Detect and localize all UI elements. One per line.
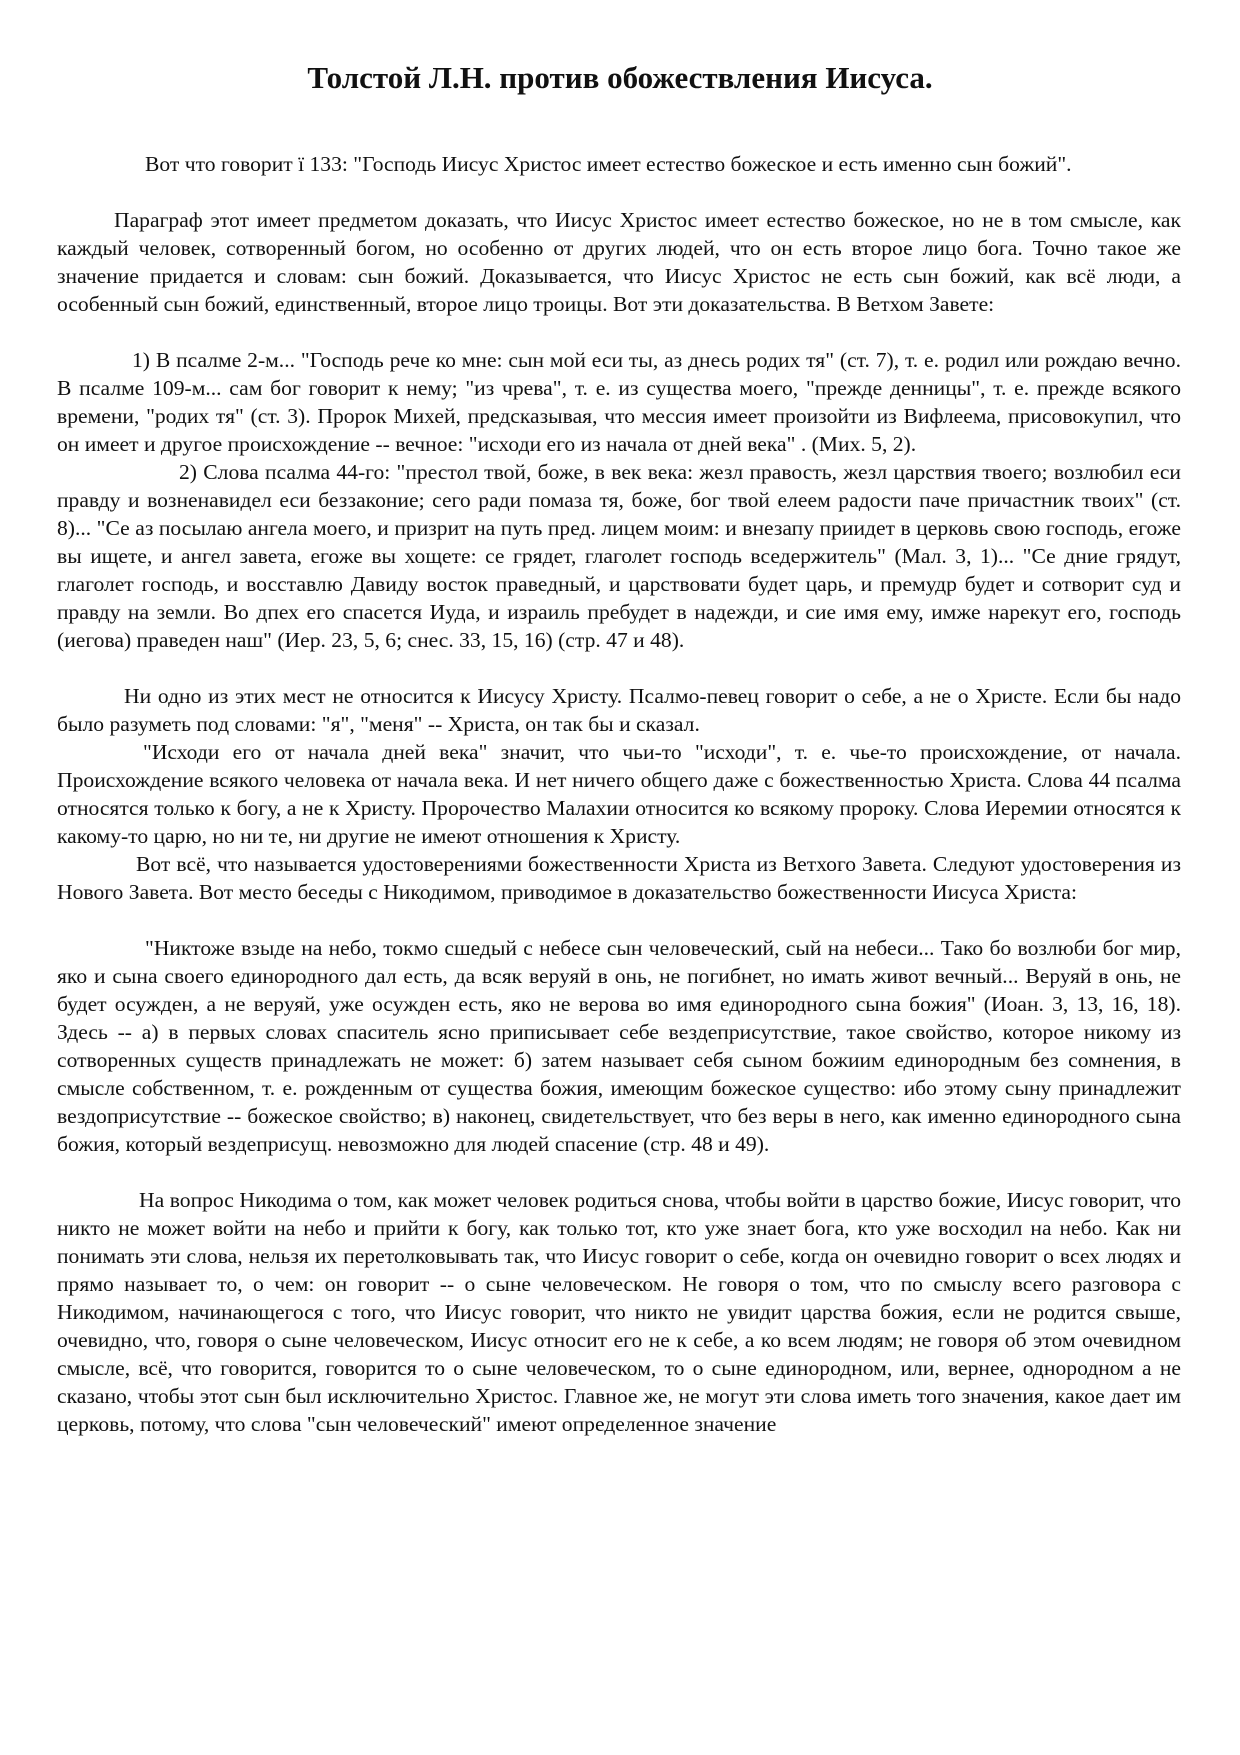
paragraph-4: 2) Слова псалма 44-го: "престол твой, боже, в век века: жезл правость, жезл царствия твоего; возлюбил еси правду и возненавидел еси беззаконие; сего ради помаза тя, боже, бог твой елеем радости паче причастник твоих" (ст. 8)... "Се аз посылаю ангела моего, и призрит на путь пред. лицем моим: и внезапу приидет в церковь свою господь, егоже вы ищете, и ангел завета, егоже вы хощете: се грядет, глаголет господь вседержитель" (Мал. 3, 1)... "Се дние грядут, глаголет господь, и восставлю Давиду восток праведный, и царствовати будет царь, и премудр будет и сотворит суд и правду на земли. Во дпех его спасется Иуда, и израиль пребудет в надежди, и сие имя ему, имже нарекут его, господь (иегова) праведен наш" (Иер. 23, 5, 6; снес. 33, 15, 16) (стр. 47 и 48). <box>57 460 1181 652</box>
document-title: Толстой Л.Н. против обожествления Иисуса. <box>307 60 933 95</box>
paragraph-3: 1) В псалме 2-м... "Господь рече ко мне: сын мой еси ты, аз днесь родих тя" (ст. 7), т. е. родил или рождаю вечно. В псалме 109-м... сам бог говорит к нему; "из чрева", т. е. из существа моего, "прежде денницы", т. е. прежде всякого времени, "родих тя" (ст. 3). Пророк Михей, предсказывая, что мессия имеет произойти из Вифлеема, присовокупил, что он имеет и другое происхождение -- вечное: "исходи его из начала от дней века" . (Мих. 5, 2). <box>57 348 1181 456</box>
paragraph-8: "Никтоже взыде на небо, токмо сшедый с небесе сын человеческий, сый на небеси... Тако бо возлюби бог мир, яко и сына своего единородного дал есть, да всяк веруяй в онь, не погибнет, но имать живот вечный... Веруяй в онь, не будет осужден, а не веруяй, уже осужден есть, яко не верова во имя единородного сына божия" (Иоан. 3, 13, 16, 18). Здесь -- а) в первых словах спаситель ясно приписывает себе вездеприсутствие, такое свойство, которое никому из сотворенных существ принадлежать не может: б) затем называет себя сыном божиим единородным без сомнения, в смысле собственном, т. е. рожденным от существа божия, имеющим божеское существо: ибо этому сыну принадлежит вездоприсутствие -- божеское свойство; в) наконец, свидетельствует, что без веры в него, как именно единородного сына божия, который вездеприсущ. невозможно для людей спасение (стр. 48 и 49). <box>57 936 1181 1156</box>
paragraph-9: На вопрос Никодима о том, как может человек родиться снова, чтобы войти в царство божие, Иисус говорит, что никто не может войти на небо и прийти к богу, как только тот, кто уже знает бога, кто уже восходил на небо. Как ни понимать эти слова, нельзя их перетолковывать так, что Иисус говорит о себе, когда он очевидно говорит о всех людях и прямо называет то, о чем: он говорит -- о сыне человеческом. Не говоря о том, что по смыслу всего разговора с Никодимом, начинающегося с того, что Иисус говорит, что никто не увидит царства божия, если не родится свыше, очевидно, что, говоря о сыне человеческом, Иисус относит его не к себе, а ко всем людям; не говоря об этом очевидном смысле, всё, что говорится, говорится то о сыне человеческом, то о сыне единородном, или, вернее, однородном а не сказано, чтобы этот сын был исключительно Христос. Главное же, не могут эти слова иметь того значения, какое дает им церковь, потому, что слова "сын человеческий" имеют определенное значение <box>57 1188 1181 1436</box>
paragraph-6: "Исходи его от начала дней века" значит, что чьи-то "исходи", т. е. чье-то происхождение, от начала. Происхождение всякого человека от начала века. И нет ничего общего даже с божественностью Христа. Слова 44 псалма относятся только к богу, а не к Христу. Пророчество Малахии относится ко всякому пророку. Слова Иеремии относятся к какому-то царю, но ни те, ни другие не имеют отношения к Христу. <box>57 740 1181 848</box>
paragraph-2: Параграф этот имеет предметом доказать, что Иисус Христос имеет естество божеское, но не в том смысле, как каждый человек, сотворенный богом, но особенно от других людей, что он есть второе лицо бога. Точно такое же значение придается и словам: сын божий. Доказывается, что Иисус Христос не есть сын божий, как всё люди, а особенный сын божий, единственный, второе лицо троицы. Вот эти доказательства. В Ветхом Завете: <box>57 208 1181 316</box>
document-body <box>57 150 1181 1438</box>
paragraph-7: Вот всё, что называется удостоверениями божественности Христа из Ветхого Завета. Следуют удостоверения из Нового Завета. Вот место беседы с Никодимом, приводимое в доказательство божественности Иисуса Христа: <box>57 852 1181 904</box>
paragraph-5: Ни одно из этих мест не относится к Иисусу Христу. Псалмо-певец говорит о себе, а не о Христе. Если бы надо было разуметь под словами: "я", "меня" -- Христа, он так бы и сказал. <box>57 684 1181 736</box>
paragraph-1: Вот что говорит ї 133: "Господь Иисус Христос имеет естество божеское и есть именно сын божий". <box>145 152 1072 176</box>
